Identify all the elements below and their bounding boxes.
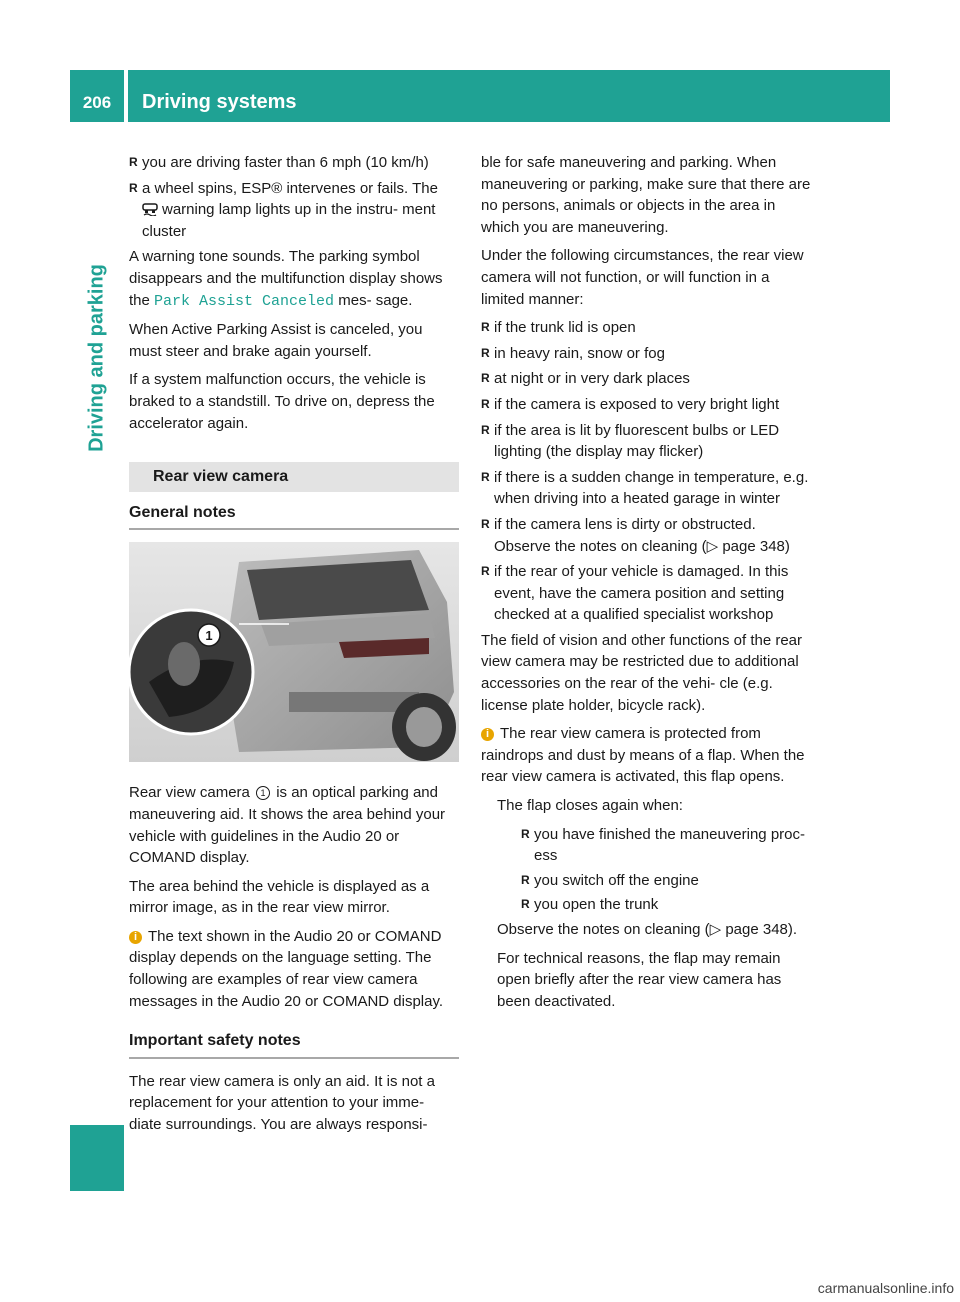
list-item: R if there is a sudden change in temperature, e.g. when driving into a heated garage in winter xyxy=(481,467,813,510)
esp-bullet-tail: warning lamp lights up in the instru- ment cluster xyxy=(142,201,436,240)
esp-warning-lamp-icon xyxy=(142,202,158,216)
info-note: i The rear view camera is protected from raindrops and dust by means of a flap. When the rear view camera is activated, this flap opens. The flap closes again when: R you have finished the maneuvering proc- ess R you switch off the engine R you open the trunk Observe the notes on cleaning (▷ page 348). For technical reasons, the flap may remain open briefly after the rear view camera has been deactivated. xyxy=(481,723,813,1012)
info-note: i The text shown in the Audio 20 or COMAND display depends on the language setting. The following are examples of rear view camera messages in the Audio 20 or COMAND display. xyxy=(129,927,444,1010)
list-item: R if the area is lit by fluorescent bulbs or LED lighting (the display may flicker) xyxy=(481,420,813,463)
paragraph: If a system malfunction occurs, the vehicle is braked to a standstill. To drive on, depress the accelerator again. xyxy=(129,371,435,432)
figure-callout-1: 1 xyxy=(205,628,213,644)
display-message: Park Assist Canceled xyxy=(154,292,335,310)
paragraph: The area behind the vehicle is displayed as a mirror image, as in the rear view mirror. xyxy=(129,877,430,917)
section-title: Rear view camera xyxy=(129,462,459,492)
list-item: R if the camera lens is dirty or obstructed. Observe the notes on cleaning (▷ page 348) xyxy=(481,514,813,557)
esp-bullet-text: a wheel spins, ESP® intervenes or fails. The xyxy=(142,179,438,197)
paragraph: Under the following circumstances, the rear view camera will not function, or will function in a limited manner: xyxy=(481,247,804,308)
vehicle-rear-illustration xyxy=(129,542,459,762)
paragraph: For technical reasons, the flap may remain open briefly after the rear view camera has been deactivated. xyxy=(497,949,782,1010)
list-item: R if the camera is exposed to very bright light xyxy=(481,394,813,416)
paragraph: The flap closes again when: xyxy=(497,797,683,815)
rear-camera-figure xyxy=(129,542,459,762)
paragraph: Observe the notes on cleaning (▷ page 348). xyxy=(497,921,798,938)
sidebar-accent-block xyxy=(70,1125,124,1191)
list-item: R if the rear of your vehicle is damaged. In this event, have the camera position and setting checked at a qualified specialist workshop xyxy=(481,561,813,626)
info-icon: i xyxy=(481,728,494,741)
list-item: R in heavy rain, snow or fog xyxy=(481,343,813,365)
list-item: R you have finished the maneuvering proc- ess xyxy=(521,824,813,867)
header-bar xyxy=(128,70,890,122)
left-column xyxy=(129,152,459,1143)
paragraph: A warning tone sounds. The parking symbol disappears and the multifunction display shows the Park Assist Canceled mes- sage. xyxy=(129,248,443,310)
list-item: R you open the trunk xyxy=(521,894,813,916)
paragraph: ble for safe maneuvering and parking. When maneuvering or parking, make sure that there are no persons, animals or objects in the area in which you are maneuvering. xyxy=(481,154,811,236)
list-item: R at night or in very dark places xyxy=(481,368,813,390)
callout-1-icon: 1 xyxy=(256,786,270,800)
paragraph: The field of vision and other functions of the rear view camera may be restricted due to additional accessories on the rear of the vehi- cle (e.g. license plate holder, bicycle rack). xyxy=(481,631,803,714)
page-number: 206 xyxy=(70,70,124,122)
paragraph: The rear view camera is only an aid. It is not a replacement for your attention to your imme- diate surroundings. You are always responsi- xyxy=(129,1072,435,1134)
watermark: carmanualsonline.info xyxy=(817,1280,954,1296)
paragraph: When Active Parking Assist is canceled, you must steer and brake again yourself. xyxy=(129,321,423,360)
list-item xyxy=(129,178,459,243)
list-item: R if the trunk lid is open xyxy=(481,317,813,339)
list-item: R you are driving faster than 6 mph (10 km/h) xyxy=(129,152,459,174)
list-item: R you switch off the engine xyxy=(521,870,813,892)
subheading-general-notes: General notes xyxy=(129,502,459,531)
info-icon: i xyxy=(129,931,142,944)
right-column xyxy=(481,152,813,1019)
page-title: Driving systems xyxy=(142,91,297,113)
subheading-safety-notes: Important safety notes xyxy=(129,1030,459,1059)
paragraph: Rear view camera 1 is an optical parking and maneuvering aid. It shows the area behind your vehicle with guidelines in the Audio 20 or COMAND display. xyxy=(129,784,446,867)
sidebar-label: Driving and parking xyxy=(85,264,108,452)
